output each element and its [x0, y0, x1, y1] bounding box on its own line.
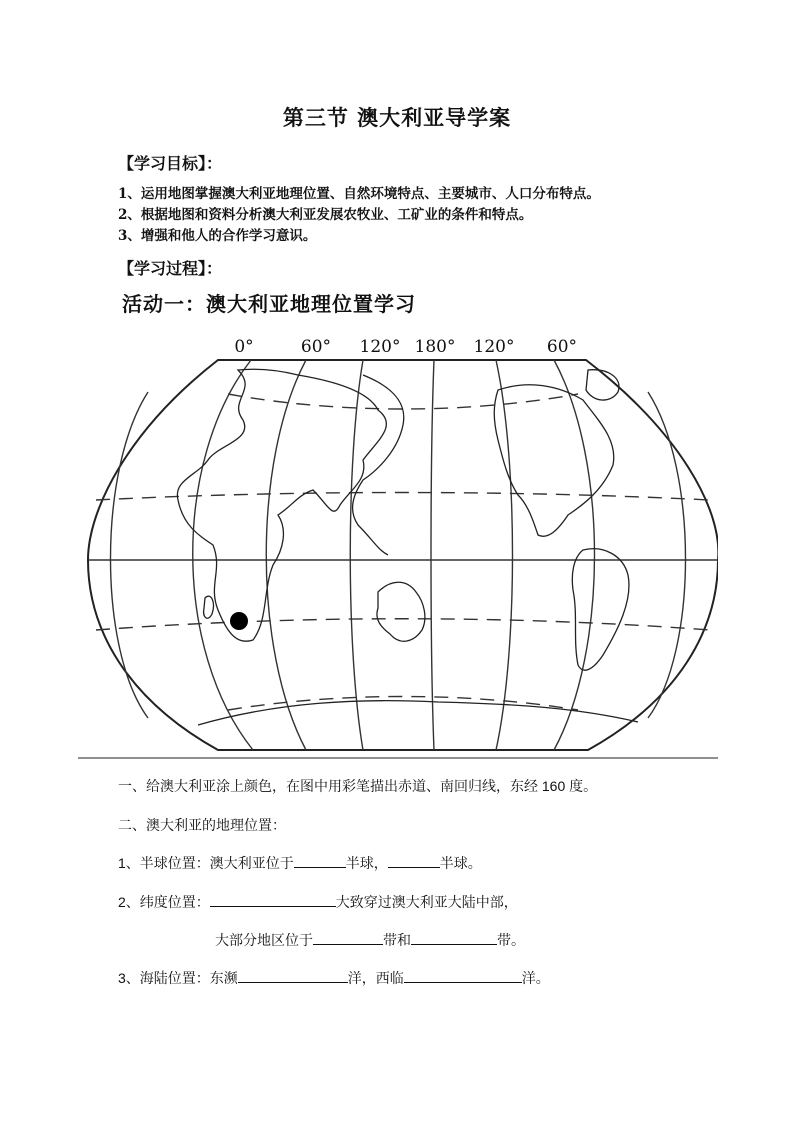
lon-label-0: 0° [234, 337, 254, 357]
latitude-text-b: 大致穿过澳大利亚大陆中部， [335, 894, 518, 910]
meridians [111, 360, 686, 750]
hemisphere-text-c: 半球。 [439, 855, 482, 871]
zones-line [215, 930, 525, 950]
hemisphere-blank-2[interactable] [388, 853, 440, 868]
sea-land-text-c: 洋。 [521, 970, 550, 986]
zones-text-c: 带。 [497, 932, 525, 948]
hemisphere-line [118, 853, 482, 873]
zones-text-a: 大部分地区位于 [215, 932, 313, 948]
lon-label-120e: 120° [359, 337, 401, 357]
page-title: 第三节 澳大利亚导学案 [282, 106, 512, 130]
goals-heading: 【学习目标】： [118, 154, 223, 173]
sea-land-text-a: 3、海陆位置：东濒 [118, 970, 238, 986]
question-2: 二、澳大利亚的地理位置： [118, 817, 286, 833]
latitude-text-a: 2、纬度位置： [118, 894, 210, 910]
lon-label-60w: 60° [546, 337, 578, 357]
goal-item-2: 2、根据地图和资料分析澳大利亚发展农牧业、工矿业的条件和特点。 [118, 207, 533, 223]
lon-label-180: 180° [414, 337, 456, 357]
world-map [78, 330, 718, 760]
hemisphere-text-a: 1、半球位置：澳大利亚位于 [118, 855, 294, 871]
map-outline [88, 360, 718, 750]
process-heading: 【学习过程】： [118, 259, 223, 278]
zones-blank-1[interactable] [313, 930, 383, 945]
question-1: 一、给澳大利亚涂上颜色，在图中用彩笔描出赤道、南回归线，东经 160 度。 [118, 778, 598, 794]
lon-label-60e: 60° [300, 337, 332, 357]
sea-land-line [118, 968, 550, 988]
hemisphere-blank-1[interactable] [294, 853, 346, 868]
sea-land-text-b: 洋，西临 [347, 970, 404, 986]
zones-text-b: 带和 [383, 932, 411, 948]
latitude-dashed [96, 394, 710, 710]
sea-land-blank-1[interactable] [238, 968, 348, 983]
zones-blank-2[interactable] [411, 930, 497, 945]
activity-heading: 活动一：澳大利亚地理位置学习 [122, 292, 416, 316]
goal-item-3: 3、增强和他人的合作学习意识。 [118, 228, 317, 244]
latitude-blank[interactable] [210, 892, 336, 907]
hemisphere-text-b: 半球， [345, 855, 388, 871]
continents [177, 369, 638, 725]
location-dot-marker [230, 612, 248, 630]
goal-item-1: 1、运用地图掌握澳大利亚地理位置、自然环境特点、主要城市、人口分布特点。 [118, 186, 600, 202]
latitude-line [118, 892, 518, 912]
lon-label-120w: 120° [473, 337, 515, 357]
sea-land-blank-2[interactable] [404, 968, 522, 983]
